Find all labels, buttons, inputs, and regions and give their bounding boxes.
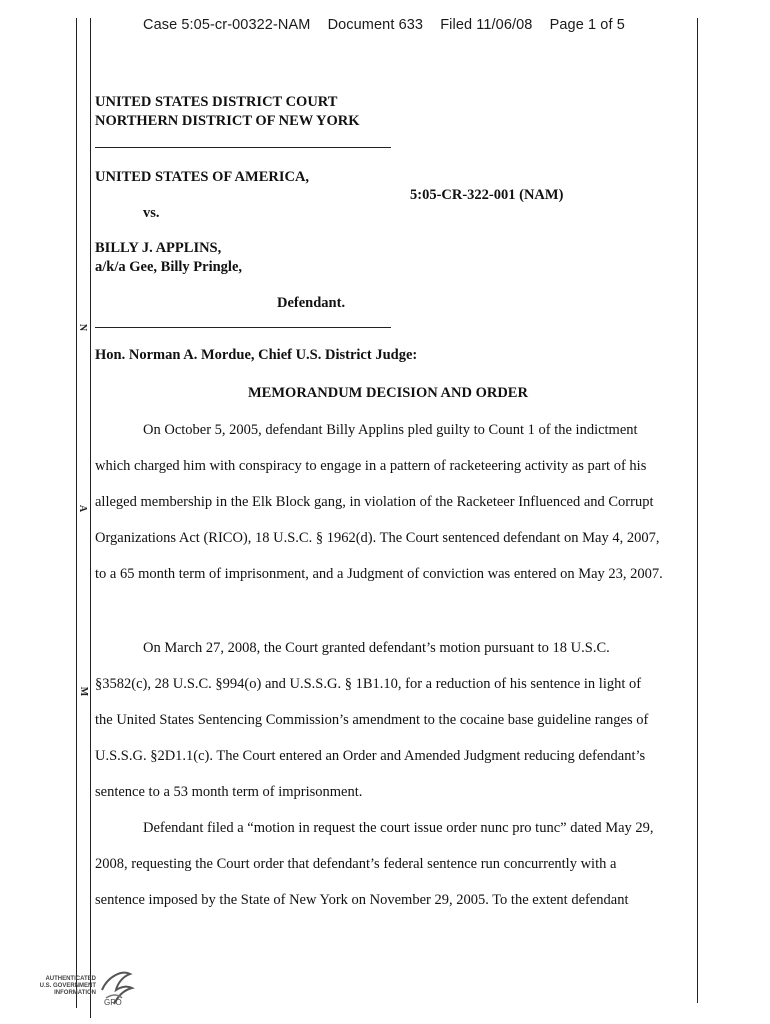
- gpo-logo-line: INFORMATION: [54, 990, 96, 996]
- court-name-line2: NORTHERN DISTRICT OF NEW YORK: [95, 113, 360, 129]
- body-line: U.S.S.G. §2D1.1(c). The Court entered an Order and Amended Judgment reducing defendant’s: [95, 748, 646, 764]
- case-number-stamp: Case 5:05-cr-00322-NAM: [143, 17, 311, 33]
- defendant-role: Defendant.: [277, 295, 346, 311]
- filed-date-stamp: Filed 11/06/08: [440, 17, 533, 33]
- body-line: sentence imposed by the State of New York on November 29, 2005. To the extent defendant: [95, 892, 629, 908]
- case-number: 5:05-CR-322-001 (NAM): [410, 187, 564, 203]
- defendant-name: BILLY J. APPLINS,: [95, 240, 222, 256]
- defendant-aka: a/k/a Gee, Billy Pringle,: [95, 259, 243, 275]
- filing-stamp: [143, 17, 638, 33]
- body-line: alleged membership in the Elk Block gang, in violation of the Racketeer Influenced and Corrupt: [95, 494, 654, 510]
- gpo-logo-line: AUTHENTICATED: [45, 976, 96, 982]
- caption-rule-top: [95, 147, 391, 148]
- caption-rule-bottom: [95, 327, 391, 328]
- body-line: Defendant filed a “motion in request the court issue order nunc pro tunc” dated May 29,: [143, 820, 654, 836]
- body-line: which charged him with conspiracy to engage in a pattern of racketeering activity as part of his: [95, 458, 647, 474]
- body-line: to a 65 month term of imprisonment, and a Judgment of conviction was entered on May 23, 2007.: [95, 566, 663, 582]
- body-line: Organizations Act (RICO), 18 U.S.C. § 1962(d). The Court sentenced defendant on May 4, 2007,: [95, 530, 660, 546]
- margin-rule-left-inner: [90, 18, 91, 1018]
- judge-line: Hon. Norman A. Mordue, Chief U.S. District Judge:: [95, 347, 418, 363]
- document-title: MEMORANDUM DECISION AND ORDER: [248, 385, 528, 401]
- body-line: On March 27, 2008, the Court granted defendant’s motion pursuant to 18 U.S.C.: [143, 640, 610, 656]
- body-line: sentence to a 53 month term of imprisonment.: [95, 784, 363, 800]
- body-line: On October 5, 2005, defendant Billy Applins pled guilty to Count 1 of the indictment: [143, 422, 638, 438]
- gpo-mark: GPO: [104, 998, 122, 1007]
- versus-label: vs.: [143, 205, 160, 221]
- body-line: the United States Sentencing Commission’s amendment to the cocaine base guideline ranges of: [95, 712, 649, 728]
- side-letter-a: A: [77, 504, 89, 513]
- margin-rule-right: [697, 18, 698, 1003]
- page-number-stamp: Page 1 of 5: [549, 17, 625, 33]
- gpo-authentication-logo: [38, 968, 134, 1012]
- plaintiff-name: UNITED STATES OF AMERICA,: [95, 169, 310, 185]
- side-letter-n: N: [77, 323, 89, 332]
- court-name-line1: UNITED STATES DISTRICT COURT: [95, 94, 338, 110]
- document-number-stamp: Document 633: [327, 17, 424, 33]
- body-line: §3582(c), 28 U.S.C. §994(o) and U.S.S.G. § 1B1.10, for a reduction of his sentence in light of: [95, 676, 642, 692]
- side-letter-m: M: [78, 686, 90, 697]
- margin-rule-left-outer: [76, 18, 77, 1008]
- gpo-logo-line: U.S. GOVERNMENT: [39, 983, 96, 989]
- body-line: 2008, requesting the Court order that defendant’s federal sentence run concurrently with a: [95, 856, 617, 872]
